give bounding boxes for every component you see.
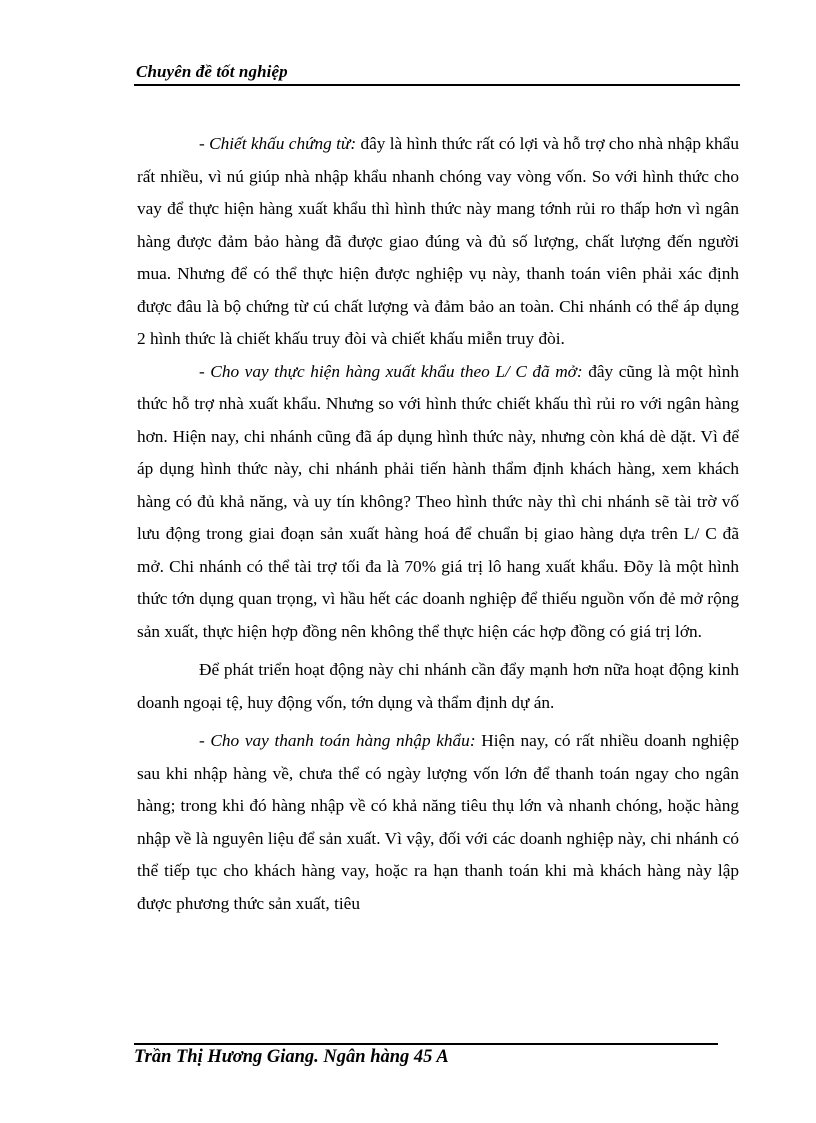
paragraph-cho-vay-nhap-khau — [137, 725, 739, 920]
paragraph-lead: - Cho vay thực hiện hàng xuất khẩu theo L/ C đã mở: — [199, 361, 583, 381]
paragraph-text: đây là hình thức rất có lợi và hỗ trợ cho nhà nhập khẩu rất nhiều, vì nú giúp nhà nhập khẩu nhanh chóng vay vòng vốn. So với hình thức cho vay để thực hiện hàng xuất khẩu thì hình thức này mang tớnh rủi ro thấp hơn vì ngân hàng được đảm bảo hàng đã được giao đúng và đủ số lượng, chất lượng đến người mua. Nhưng để có thể thực hiện được nghiệp vụ này, thanh toán viên phải xác định được đâu là bộ chứng từ cú chất lượng và đảm bảo an toàn. Chi nhánh có thể áp dụng 2 hình thức là chiết khấu truy đòi và chiết khấu miễn truy đòi. — [137, 134, 739, 348]
paragraph-lead: - Cho vay thanh toán hàng nhập khẩu: — [199, 731, 476, 750]
header-divider — [134, 84, 740, 86]
footer-author: Trần Thị Hương Giang. Ngân hàng 45 A — [134, 1047, 449, 1067]
footer-divider — [134, 1043, 718, 1045]
paragraph-cho-vay-xuat-khau — [137, 356, 739, 649]
paragraph-chiet-khau — [137, 128, 739, 356]
paragraph-lead: - Chiết khấu chứng từ: — [199, 134, 357, 153]
header-title: Chuyên đề tốt nghiệp — [136, 62, 288, 81]
paragraph-text: Để phát triển hoạt động này chi nhánh cần đẩy mạnh hơn nữa hoạt động kinh doanh ngoại tệ, huy động vốn, tớn dụng và thẩm định dự án. — [137, 660, 739, 712]
document-body — [137, 128, 739, 920]
paragraph-phat-trien — [137, 654, 739, 719]
paragraph-text: đây cũng là một hình thức hỗ trợ nhà xuất khẩu. Nhưng so với hình thức chiết khấu thì rủi ro với ngân hàng hơn. Hiện nay, chi nhánh cũng đã áp dụng hình thức này, nhưng còn khá dè dặt. Vì để áp dụng hình thức này, chi nhánh phải tiến hành thẩm định khách hàng, xem khách hàng có đủ khả năng, và uy tín không? Theo hình thức này thì chi nhánh sẽ tài trờ vố lưu động trong giai đoạn sản xuất hàng hoá để chuẩn bị giao hàng dựa trên L/ C đã mở. Chi nhánh có thể tài trợ tối đa là 70% giá trị lô hang xuất khẩu. Đõy là một hình thức tớn dụng quan trọng, vì hầu hết các doanh nghiệp để thiếu nguồn vốn đẻ mở rộng sản xuất, thực hiện hợp đồng nên không thể thực hiện các hợp đồng có giá trị lớn. — [137, 361, 739, 641]
paragraph-text: Hiện nay, có rất nhiều doanh nghiệp sau khi nhập hàng về, chưa thể có ngày lượng vốn lớn để thanh toán ngay cho ngân hàng; trong khi đó hàng nhập về có khả năng tiêu thụ lớn và nhanh chóng, hoặc hàng nhập về là nguyên liệu để sản xuất. Vì vậy, đối với các doanh nghiệp này, chi nhánh có thể tiếp tục cho khách hàng vay, hoặc ra hạn thanh toán khi mà khách hàng này lập được phương thức sản xuất, tiêu — [137, 731, 739, 913]
